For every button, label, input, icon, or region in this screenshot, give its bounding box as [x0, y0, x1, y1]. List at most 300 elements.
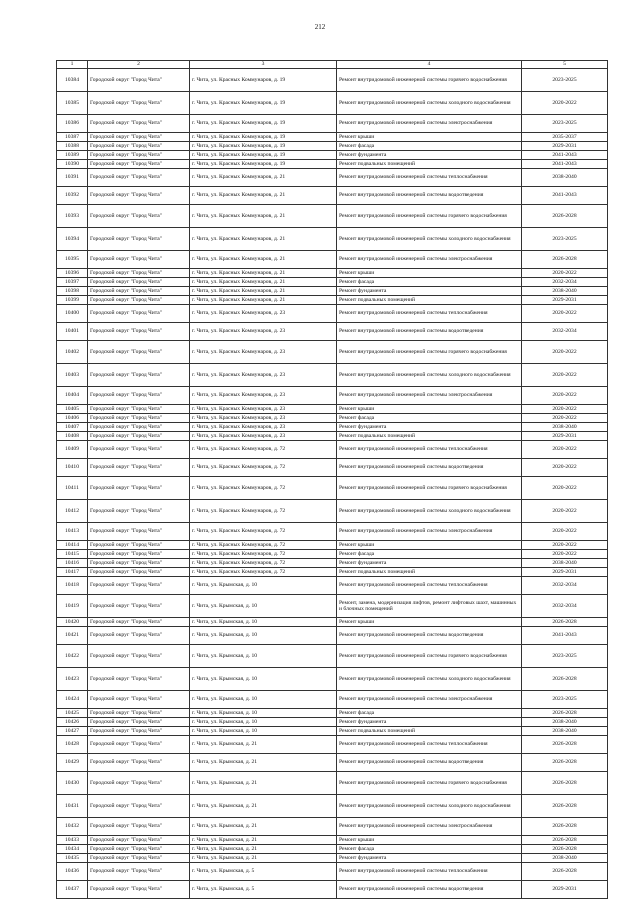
row-number: 10389 — [57, 151, 88, 160]
address-cell: г. Чита, ул. Красных Коммунаров, д. 23 — [190, 305, 337, 323]
period-cell: 2026-2028 — [522, 818, 608, 836]
table-row — [57, 668, 608, 691]
row-number: 10390 — [57, 160, 88, 169]
table-row — [57, 845, 608, 854]
work-type-cell: Ремонт внутридомовой инженерной системы горячего водоснабжения — [337, 341, 522, 364]
period-cell: 2029-2031 — [522, 432, 608, 441]
work-type-cell: Ремонт внутридомовой инженерной системы теплоснабжения — [337, 736, 522, 754]
work-type-cell: Ремонт фасада — [337, 414, 522, 423]
row-number: 10435 — [57, 854, 88, 863]
address-cell: г. Чита, ул. Крымская, д. 21 — [190, 795, 337, 818]
column-header: 2 — [88, 61, 190, 69]
address-cell: г. Чита, ул. Красных Коммунаров, д. 72 — [190, 550, 337, 559]
period-cell: 2020-2022 — [522, 269, 608, 278]
row-number: 10423 — [57, 668, 88, 691]
row-number: 10395 — [57, 251, 88, 269]
period-cell: 2020-2022 — [522, 405, 608, 414]
work-type-cell: Ремонт крыши — [337, 836, 522, 845]
period-cell: 2023-2025 — [522, 691, 608, 709]
table-row — [57, 133, 608, 142]
work-type-cell: Ремонт фундамента — [337, 559, 522, 568]
address-cell: г. Чита, ул. Крымская, д. 21 — [190, 854, 337, 863]
work-type-cell: Ремонт фасада — [337, 278, 522, 287]
work-type-cell: Ремонт внутридомовой инженерной системы холодного водоснабжения — [337, 228, 522, 251]
table-row — [57, 595, 608, 618]
address-cell: г. Чита, ул. Красных Коммунаров, д. 21 — [190, 205, 337, 228]
work-type-cell: Ремонт внутридомовой инженерной системы холодного водоснабжения — [337, 500, 522, 523]
address-cell: г. Чита, ул. Красных Коммунаров, д. 23 — [190, 323, 337, 341]
work-type-cell: Ремонт внутридомовой инженерной системы электроснабжения — [337, 818, 522, 836]
work-type-cell: Ремонт внутридомовой инженерной системы холодного водоснабжения — [337, 364, 522, 387]
table-row — [57, 296, 608, 305]
table-header-row — [57, 61, 608, 69]
table-row — [57, 205, 608, 228]
address-cell: г. Чита, ул. Красных Коммунаров, д. 21 — [190, 187, 337, 205]
municipality-cell: Городской округ "Город Чита" — [88, 414, 190, 423]
column-header: 1 — [57, 61, 88, 69]
row-number: 10403 — [57, 364, 88, 387]
municipality-cell: Городской округ "Город Чита" — [88, 287, 190, 296]
row-number: 10433 — [57, 836, 88, 845]
municipality-cell: Городской округ "Город Чита" — [88, 305, 190, 323]
row-number: 10401 — [57, 323, 88, 341]
row-number: 10418 — [57, 577, 88, 595]
table-row — [57, 718, 608, 727]
municipality-cell: Городской округ "Город Чита" — [88, 691, 190, 709]
table-row — [57, 115, 608, 133]
row-number: 10434 — [57, 845, 88, 854]
address-cell: г. Чита, ул. Красных Коммунаров, д. 19 — [190, 160, 337, 169]
municipality-cell: Городской округ "Город Чита" — [88, 115, 190, 133]
row-number: 10388 — [57, 142, 88, 151]
address-cell: г. Чита, ул. Красных Коммунаров, д. 19 — [190, 115, 337, 133]
row-number: 10407 — [57, 423, 88, 432]
period-cell: 2026-2028 — [522, 251, 608, 269]
municipality-cell: Городской округ "Город Чита" — [88, 228, 190, 251]
municipality-cell: Городской округ "Город Чита" — [88, 500, 190, 523]
municipality-cell: Городской округ "Город Чита" — [88, 92, 190, 115]
address-cell: г. Чита, ул. Крымская, д. 21 — [190, 772, 337, 795]
address-cell: г. Чита, ул. Красных Коммунаров, д. 23 — [190, 432, 337, 441]
row-number: 10437 — [57, 881, 88, 899]
work-type-cell: Ремонт внутридомовой инженерной системы электроснабжения — [337, 115, 522, 133]
municipality-cell: Городской округ "Город Чита" — [88, 795, 190, 818]
address-cell: г. Чита, ул. Крымская, д. 10 — [190, 577, 337, 595]
address-cell: г. Чита, ул. Красных Коммунаров, д. 21 — [190, 251, 337, 269]
row-number: 10428 — [57, 736, 88, 754]
address-cell: г. Чита, ул. Крымская, д. 21 — [190, 754, 337, 772]
period-cell: 2020-2022 — [522, 387, 608, 405]
address-cell: г. Чита, ул. Красных Коммунаров, д. 19 — [190, 133, 337, 142]
period-cell: 2038-2040 — [522, 423, 608, 432]
municipality-cell: Городской округ "Город Чита" — [88, 405, 190, 414]
period-cell: 2026-2028 — [522, 863, 608, 881]
address-cell: г. Чита, ул. Крымская, д. 10 — [190, 691, 337, 709]
municipality-cell: Городской округ "Город Чита" — [88, 836, 190, 845]
page-number: 212 — [314, 23, 326, 31]
row-number: 10398 — [57, 287, 88, 296]
address-cell: г. Чита, ул. Красных Коммунаров, д. 21 — [190, 287, 337, 296]
table-row — [57, 691, 608, 709]
work-type-cell: Ремонт крыши — [337, 269, 522, 278]
period-cell: 2026-2028 — [522, 205, 608, 228]
table-row — [57, 863, 608, 881]
municipality-cell: Городской округ "Город Чита" — [88, 151, 190, 160]
address-cell: г. Чита, ул. Крымская, д. 10 — [190, 718, 337, 727]
municipality-cell: Городской округ "Город Чита" — [88, 559, 190, 568]
table-row — [57, 541, 608, 550]
municipality-cell: Городской округ "Город Чита" — [88, 187, 190, 205]
period-cell: 2026-2028 — [522, 754, 608, 772]
address-cell: г. Чита, ул. Крымская, д. 21 — [190, 736, 337, 754]
row-number: 10419 — [57, 595, 88, 618]
work-type-cell: Ремонт внутридомовой инженерной системы горячего водоснабжения — [337, 772, 522, 795]
address-cell: г. Чита, ул. Крымская, д. 10 — [190, 627, 337, 645]
municipality-cell: Городской округ "Город Чита" — [88, 251, 190, 269]
work-type-cell: Ремонт фасада — [337, 709, 522, 718]
table-row — [57, 323, 608, 341]
table-row — [57, 269, 608, 278]
period-cell: 2029-2031 — [522, 296, 608, 305]
work-type-cell: Ремонт фундамента — [337, 151, 522, 160]
address-cell: г. Чита, ул. Крымская, д. 21 — [190, 818, 337, 836]
municipality-cell: Городской округ "Город Чита" — [88, 627, 190, 645]
row-number: 10399 — [57, 296, 88, 305]
period-cell: 2041-2043 — [522, 627, 608, 645]
table-row — [57, 772, 608, 795]
municipality-cell: Городской округ "Город Чита" — [88, 845, 190, 854]
row-number: 10430 — [57, 772, 88, 795]
address-cell: г. Чита, ул. Крымская, д. 10 — [190, 618, 337, 627]
table-row — [57, 727, 608, 736]
row-number: 10429 — [57, 754, 88, 772]
table-row — [57, 881, 608, 899]
work-type-cell: Ремонт внутридомовой инженерной системы теплоснабжения — [337, 169, 522, 187]
period-cell: 2023-2025 — [522, 645, 608, 668]
work-type-cell: Ремонт внутридомовой инженерной системы электроснабжения — [337, 691, 522, 709]
municipality-cell: Городской округ "Город Чита" — [88, 169, 190, 187]
municipality-cell: Городской округ "Город Чита" — [88, 541, 190, 550]
address-cell: г. Чита, ул. Красных Коммунаров, д. 72 — [190, 441, 337, 459]
work-type-cell: Ремонт внутридомовой инженерной системы водоотведения — [337, 187, 522, 205]
work-type-cell: Ремонт фундамента — [337, 718, 522, 727]
period-cell: 2038-2040 — [522, 854, 608, 863]
period-cell: 2020-2022 — [522, 305, 608, 323]
period-cell: 2020-2022 — [522, 441, 608, 459]
row-number: 10422 — [57, 645, 88, 668]
period-cell: 2026-2028 — [522, 709, 608, 718]
row-number: 10402 — [57, 341, 88, 364]
row-number: 10436 — [57, 863, 88, 881]
table-row — [57, 287, 608, 296]
row-number: 10416 — [57, 559, 88, 568]
municipality-cell: Городской округ "Город Чита" — [88, 736, 190, 754]
row-number: 10421 — [57, 627, 88, 645]
table-row — [57, 795, 608, 818]
period-cell: 2029-2031 — [522, 881, 608, 899]
municipality-cell: Городской округ "Город Чита" — [88, 618, 190, 627]
period-cell: 2020-2022 — [522, 541, 608, 550]
address-cell: г. Чита, ул. Красных Коммунаров, д. 19 — [190, 69, 337, 92]
row-number: 10386 — [57, 115, 88, 133]
row-number: 10393 — [57, 205, 88, 228]
work-type-cell: Ремонт внутридомовой инженерной системы водоотведения — [337, 323, 522, 341]
address-cell: г. Чита, ул. Красных Коммунаров, д. 21 — [190, 278, 337, 287]
row-number: 10414 — [57, 541, 88, 550]
period-cell: 2023-2025 — [522, 69, 608, 92]
row-number: 10425 — [57, 709, 88, 718]
work-type-cell: Ремонт внутридомовой инженерной системы теплоснабжения — [337, 305, 522, 323]
address-cell: г. Чита, ул. Красных Коммунаров, д. 72 — [190, 459, 337, 477]
address-cell: г. Чита, ул. Красных Коммунаров, д. 19 — [190, 142, 337, 151]
row-number: 10400 — [57, 305, 88, 323]
period-cell: 2020-2022 — [522, 341, 608, 364]
address-cell: г. Чита, ул. Красных Коммунаров, д. 72 — [190, 568, 337, 577]
work-type-cell: Ремонт фасада — [337, 142, 522, 151]
municipality-cell: Городской округ "Город Чита" — [88, 142, 190, 151]
municipality-cell: Городской округ "Город Чита" — [88, 133, 190, 142]
work-type-cell: Ремонт внутридомовой инженерной системы холодного водоснабжения — [337, 92, 522, 115]
row-number: 10411 — [57, 477, 88, 500]
period-cell: 2038-2040 — [522, 727, 608, 736]
row-number: 10410 — [57, 459, 88, 477]
period-cell: 2038-2040 — [522, 287, 608, 296]
municipality-cell: Городской округ "Город Чита" — [88, 550, 190, 559]
municipality-cell: Городской округ "Город Чита" — [88, 441, 190, 459]
row-number: 10408 — [57, 432, 88, 441]
row-number: 10406 — [57, 414, 88, 423]
address-cell: г. Чита, ул. Красных Коммунаров, д. 21 — [190, 269, 337, 278]
table-row — [57, 645, 608, 668]
municipality-cell: Городской округ "Город Чита" — [88, 854, 190, 863]
table-row — [57, 169, 608, 187]
table-row — [57, 305, 608, 323]
address-cell: г. Чита, ул. Красных Коммунаров, д. 21 — [190, 296, 337, 305]
municipality-cell: Городской округ "Город Чита" — [88, 205, 190, 228]
work-type-cell: Ремонт внутридомовой инженерной системы горячего водоснабжения — [337, 645, 522, 668]
municipality-cell: Городской округ "Город Чита" — [88, 296, 190, 305]
period-cell: 2020-2022 — [522, 477, 608, 500]
address-cell: г. Чита, ул. Крымская, д. 10 — [190, 709, 337, 718]
work-type-cell: Ремонт подвальных помещений — [337, 568, 522, 577]
period-cell: 2032-2034 — [522, 278, 608, 287]
table-row — [57, 627, 608, 645]
table-row — [57, 432, 608, 441]
work-type-cell: Ремонт подвальных помещений — [337, 432, 522, 441]
table-row — [57, 477, 608, 500]
column-header: 4 — [337, 61, 522, 69]
municipality-cell: Городской округ "Город Чита" — [88, 863, 190, 881]
work-type-cell: Ремонт внутридомовой инженерной системы теплоснабжения — [337, 577, 522, 595]
table-row — [57, 577, 608, 595]
municipality-cell: Городской округ "Город Чита" — [88, 69, 190, 92]
work-type-cell: Ремонт фундамента — [337, 287, 522, 296]
municipality-cell: Городской округ "Город Чита" — [88, 645, 190, 668]
work-type-cell: Ремонт фасада — [337, 845, 522, 854]
period-cell: 2032-2034 — [522, 595, 608, 618]
municipality-cell: Городской округ "Город Чита" — [88, 595, 190, 618]
table-row — [57, 405, 608, 414]
row-number: 10427 — [57, 727, 88, 736]
period-cell: 2041-2043 — [522, 160, 608, 169]
municipality-cell: Городской округ "Город Чита" — [88, 160, 190, 169]
table-row — [57, 459, 608, 477]
period-cell: 2038-2040 — [522, 718, 608, 727]
period-cell: 2020-2022 — [522, 550, 608, 559]
address-cell: г. Чита, ул. Красных Коммунаров, д. 23 — [190, 364, 337, 387]
row-number: 10391 — [57, 169, 88, 187]
period-cell: 2026-2028 — [522, 668, 608, 691]
row-number: 10396 — [57, 269, 88, 278]
period-cell: 2020-2022 — [522, 364, 608, 387]
municipality-cell: Городской округ "Город Чита" — [88, 727, 190, 736]
work-type-cell: Ремонт внутридомовой инженерной системы холодного водоснабжения — [337, 795, 522, 818]
table-row — [57, 568, 608, 577]
work-type-cell: Ремонт внутридомовой инженерной системы электроснабжения — [337, 251, 522, 269]
column-header: 5 — [522, 61, 608, 69]
table-row — [57, 278, 608, 287]
municipality-cell: Городской округ "Город Чита" — [88, 423, 190, 432]
address-cell: г. Чита, ул. Красных Коммунаров, д. 23 — [190, 414, 337, 423]
work-type-cell: Ремонт подвальных помещений — [337, 296, 522, 305]
municipality-cell: Городской округ "Город Чита" — [88, 477, 190, 500]
table-row — [57, 618, 608, 627]
address-cell: г. Чита, ул. Крымская, д. 10 — [190, 645, 337, 668]
work-type-cell: Ремонт внутридомовой инженерной системы водоотведения — [337, 754, 522, 772]
municipality-cell: Городской округ "Город Чита" — [88, 432, 190, 441]
table-row — [57, 559, 608, 568]
work-type-cell: Ремонт фундамента — [337, 854, 522, 863]
work-type-cell: Ремонт подвальных помещений — [337, 727, 522, 736]
period-cell: 2020-2022 — [522, 92, 608, 115]
work-type-cell: Ремонт подвальных помещений — [337, 160, 522, 169]
table-row — [57, 69, 608, 92]
table-row — [57, 736, 608, 754]
capital-repair-table — [56, 60, 608, 899]
work-type-cell: Ремонт внутридомовой инженерной системы электроснабжения — [337, 523, 522, 541]
row-number: 10392 — [57, 187, 88, 205]
row-number: 10384 — [57, 69, 88, 92]
address-cell: г. Чита, ул. Крымская, д. 10 — [190, 727, 337, 736]
address-cell: г. Чита, ул. Красных Коммунаров, д. 72 — [190, 523, 337, 541]
period-cell: 2020-2022 — [522, 414, 608, 423]
municipality-cell: Городской округ "Город Чита" — [88, 881, 190, 899]
table-row — [57, 341, 608, 364]
table-row — [57, 151, 608, 160]
municipality-cell: Городской округ "Город Чита" — [88, 323, 190, 341]
municipality-cell: Городской округ "Город Чита" — [88, 269, 190, 278]
period-cell: 2026-2028 — [522, 772, 608, 795]
work-type-cell: Ремонт внутридомовой инженерной системы горячего водоснабжения — [337, 477, 522, 500]
municipality-cell: Городской округ "Город Чита" — [88, 364, 190, 387]
address-cell: г. Чита, ул. Крымская, д. 21 — [190, 845, 337, 854]
row-number: 10420 — [57, 618, 88, 627]
period-cell: 2029-2031 — [522, 142, 608, 151]
municipality-cell: Городской округ "Город Чита" — [88, 577, 190, 595]
table-row — [57, 160, 608, 169]
row-number: 10387 — [57, 133, 88, 142]
row-number: 10409 — [57, 441, 88, 459]
work-type-cell: Ремонт внутридомовой инженерной системы водоотведения — [337, 459, 522, 477]
table-row — [57, 818, 608, 836]
address-cell: г. Чита, ул. Крымская, д. 10 — [190, 668, 337, 691]
row-number: 10424 — [57, 691, 88, 709]
work-type-cell: Ремонт крыши — [337, 541, 522, 550]
address-cell: г. Чита, ул. Красных Коммунаров, д. 21 — [190, 169, 337, 187]
table-row — [57, 228, 608, 251]
period-cell: 2023-2025 — [522, 228, 608, 251]
period-cell: 2020-2022 — [522, 500, 608, 523]
row-number: 10431 — [57, 795, 88, 818]
address-cell: г. Чита, ул. Крымская, д. 21 — [190, 836, 337, 845]
address-cell: г. Чита, ул. Красных Коммунаров, д. 23 — [190, 387, 337, 405]
period-cell: 2020-2022 — [522, 459, 608, 477]
period-cell: 2020-2022 — [522, 523, 608, 541]
address-cell: г. Чита, ул. Красных Коммунаров, д. 72 — [190, 559, 337, 568]
table-row — [57, 387, 608, 405]
table-row — [57, 251, 608, 269]
period-cell: 2026-2028 — [522, 736, 608, 754]
address-cell: г. Чита, ул. Красных Коммунаров, д. 23 — [190, 423, 337, 432]
period-cell: 2026-2028 — [522, 618, 608, 627]
column-header: 3 — [190, 61, 337, 69]
period-cell: 2032-2034 — [522, 323, 608, 341]
municipality-cell: Городской округ "Город Чита" — [88, 523, 190, 541]
municipality-cell: Городской округ "Город Чита" — [88, 459, 190, 477]
table-row — [57, 550, 608, 559]
work-type-cell: Ремонт внутридомовой инженерной системы электроснабжения — [337, 387, 522, 405]
address-cell: г. Чита, ул. Красных Коммунаров, д. 19 — [190, 92, 337, 115]
municipality-cell: Городской округ "Город Чита" — [88, 668, 190, 691]
address-cell: г. Чита, ул. Крымская, д. 5 — [190, 863, 337, 881]
municipality-cell: Городской округ "Город Чита" — [88, 341, 190, 364]
table-row — [57, 709, 608, 718]
work-type-cell: Ремонт внутридомовой инженерной системы водоотведения — [337, 627, 522, 645]
period-cell: 2023-2025 — [522, 115, 608, 133]
period-cell: 2026-2028 — [522, 845, 608, 854]
address-cell: г. Чита, ул. Красных Коммунаров, д. 72 — [190, 477, 337, 500]
work-type-cell: Ремонт внутридомовой инженерной системы теплоснабжения — [337, 863, 522, 881]
period-cell: 2038-2040 — [522, 559, 608, 568]
row-number: 10404 — [57, 387, 88, 405]
municipality-cell: Городской округ "Город Чита" — [88, 718, 190, 727]
table-row — [57, 754, 608, 772]
address-cell: г. Чита, ул. Крымская, д. 5 — [190, 881, 337, 899]
table-row — [57, 414, 608, 423]
address-cell: г. Чита, ул. Красных Коммунаров, д. 19 — [190, 151, 337, 160]
address-cell: г. Чита, ул. Красных Коммунаров, д. 72 — [190, 500, 337, 523]
period-cell: 2032-2034 — [522, 577, 608, 595]
period-cell: 2026-2028 — [522, 836, 608, 845]
table-body — [57, 61, 608, 899]
table-row — [57, 92, 608, 115]
address-cell: г. Чита, ул. Красных Коммунаров, д. 21 — [190, 228, 337, 251]
row-number: 10415 — [57, 550, 88, 559]
municipality-cell: Городской округ "Город Чита" — [88, 818, 190, 836]
table-row — [57, 142, 608, 151]
address-cell: г. Чита, ул. Красных Коммунаров, д. 72 — [190, 541, 337, 550]
work-type-cell: Ремонт внутридомовой инженерной системы водоотведения — [337, 881, 522, 899]
row-number: 10394 — [57, 228, 88, 251]
work-type-cell: Ремонт внутридомовой инженерной системы горячего водоснабжения — [337, 205, 522, 228]
address-cell: г. Чита, ул. Красных Коммунаров, д. 23 — [190, 405, 337, 414]
row-number: 10397 — [57, 278, 88, 287]
address-cell: г. Чита, ул. Красных Коммунаров, д. 23 — [190, 341, 337, 364]
municipality-cell: Городской округ "Город Чита" — [88, 568, 190, 577]
row-number: 10413 — [57, 523, 88, 541]
row-number: 10432 — [57, 818, 88, 836]
address-cell: г. Чита, ул. Крымская, д. 10 — [190, 595, 337, 618]
